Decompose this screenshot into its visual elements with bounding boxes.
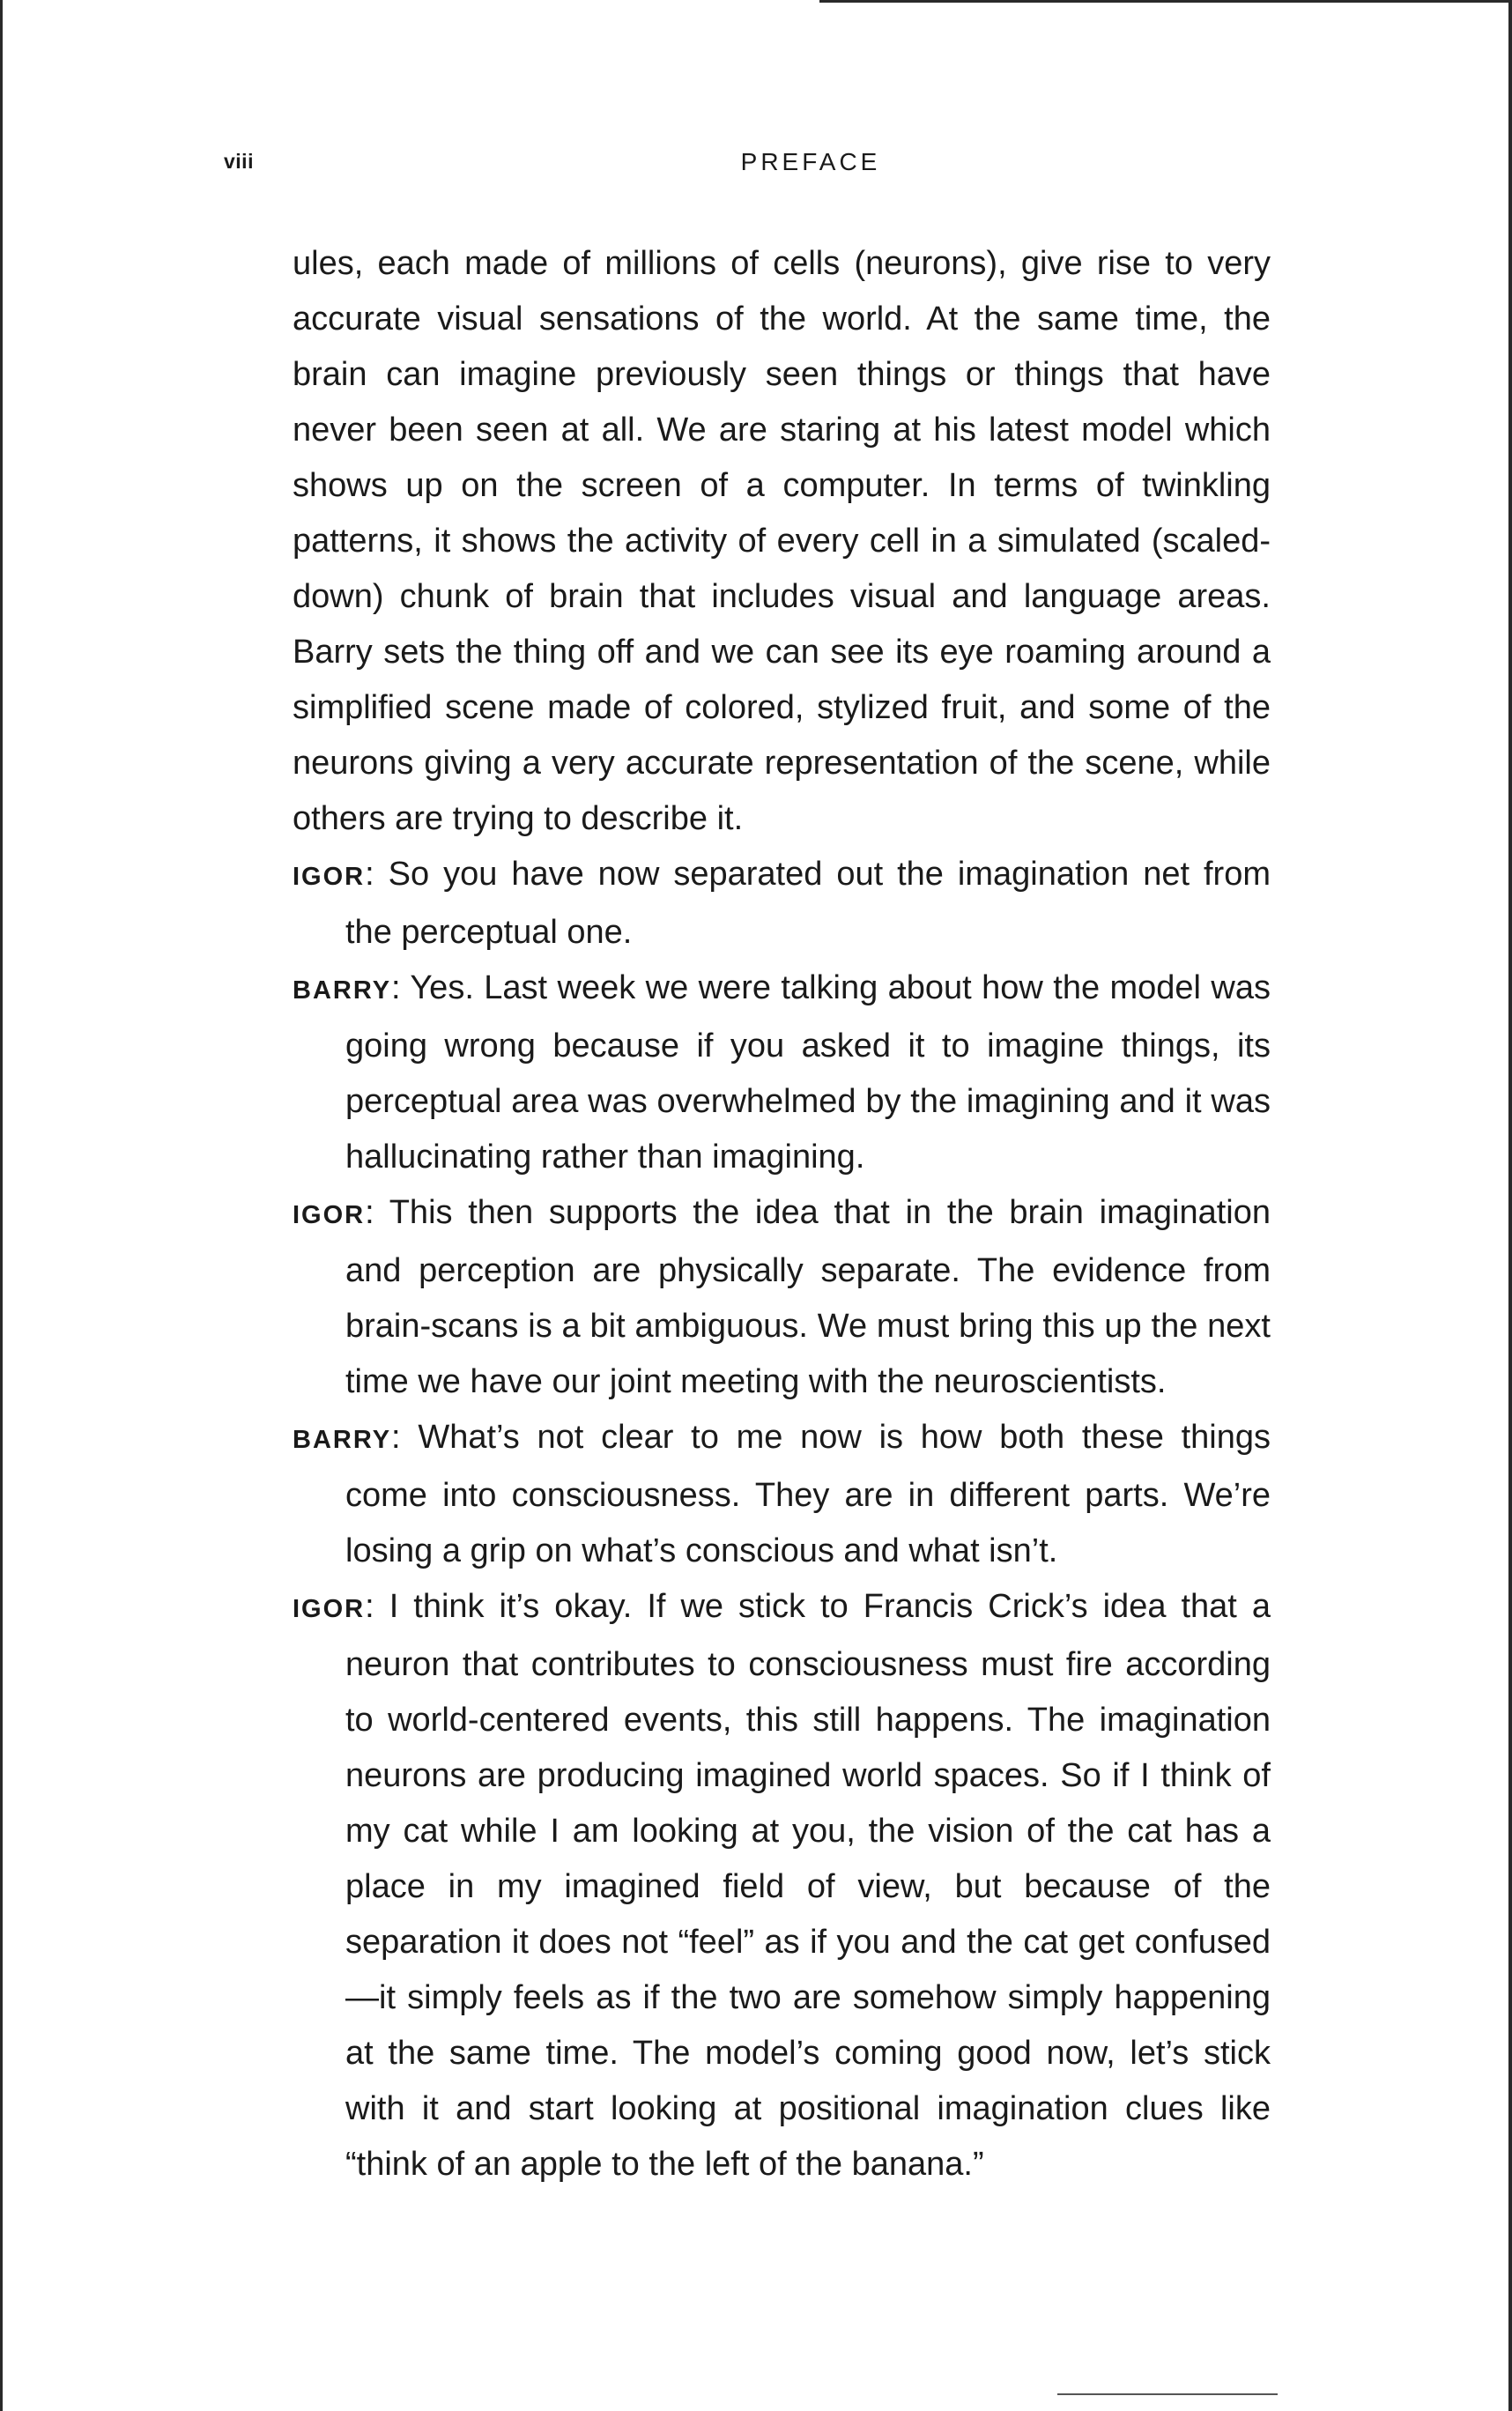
page-number: viii bbox=[224, 150, 254, 173]
dialogue-text: I think it’s okay. If we stick to Francis Crick’s idea that a neuron that contributes to consciousness must fire according to world-centered events, this still happens. The imagination neurons are producing imagined world spaces. So if I think of my cat while I am looking at you, the vision of the cat has a place in my imagined field of view, but because of the separation it does not “feel” as if you and the cat get confused—it simply feels as if the two are somehow simply happening at the same time. The model’s coming good now, let’s stick with it and start looking at positional imagination clues like “think of an apple to the left of the banana.” bbox=[345, 1588, 1271, 2183]
dialogue-line: BARRY: What’s not clear to me now is how both these things come into consciousness. They are in different parts. We’re losing a grip on what’s conscious and what isn’t. bbox=[293, 1419, 1271, 1569]
dialogue-text: What’s not clear to me now is how both these things come into consciousness. They are in different parts. We’re losing a grip on what’s conscious and what isn’t. bbox=[345, 1419, 1271, 1569]
dialogue-text: So you have now separated out the imagination net from the perceptual one. bbox=[345, 856, 1271, 951]
dialogue-line: IGOR: This then supports the idea that in the brain imagination and perception are physically separate. The evidence from brain-scans is a bit ambiguous. We must bring this up the next time we have our joint meeting with the neuroscientists. bbox=[293, 1194, 1271, 1400]
narrative-paragraph: ules, each made of millions of cells (neurons), give rise to very accurate visual sensations of the world. At the same time, the brain can imagine previously seen things or things that have never been seen at all. We are staring at his latest model which shows up on the screen of a computer. In terms of twinkling patterns, it shows the activity of every cell in a simulated (scaled-down) chunk of brain that includes visual and language areas. Barry sets the thing off and we can see its eye roaming around a simplified scene made of colored, stylized fruit, and some of the neurons giving a very accurate representation of the scene, while others are trying to describe it. bbox=[293, 245, 1271, 837]
section-title: PREFACE bbox=[740, 148, 881, 175]
scan-border-right bbox=[1508, 0, 1512, 2411]
dialogue-line: IGOR: I think it’s okay. If we stick to Francis Crick’s idea that a neuron that contributes to consciousness must fire according to world-centered events, this still happens. The imagination neurons are producing imagined world spaces. So if I think of my cat while I am looking at you, the vision of the cat has a place in my imagined field of view, but because of the separation it does not “feel” as if you and the cat get confused—it simply feels as if the two are somehow simply happening at the same time. The model’s coming good now, let’s stick with it and start looking at positional imagination clues like “think of an apple to the left of the banana.” bbox=[293, 1588, 1271, 2183]
body-text bbox=[293, 236, 1271, 2192]
scan-border-top bbox=[819, 0, 1512, 3]
speaker-name: IGOR bbox=[293, 863, 366, 891]
dialogue-line: IGOR: So you have now separated out the imagination net from the perceptual one. bbox=[293, 856, 1271, 951]
scan-mark-bottom bbox=[1057, 2393, 1278, 2395]
speaker-name: IGOR bbox=[293, 1595, 366, 1623]
speaker-name: IGOR bbox=[293, 1201, 366, 1229]
dialogue-text: Yes. Last week we were talking about how the model was going wrong because if you asked it to imagine things, its perceptual area was overwhelmed by the imagining and it was hallucinating rather than imagining. bbox=[345, 969, 1271, 1176]
speaker-name: BARRY bbox=[293, 976, 392, 1005]
dialogue-line: BARRY: Yes. Last week we were talking about how the model was going wrong because if you asked it to imagine things, its perceptual area was overwhelmed by the imagining and it was hallucinating rather than imagining. bbox=[293, 969, 1271, 1176]
running-head bbox=[0, 148, 1512, 183]
scan-border-left bbox=[0, 0, 3, 2411]
dialogue-text: This then supports the idea that in the brain imagination and perception are physically separate. The evidence from brain-scans is a bit ambiguous. We must bring this up the next time we have our joint meeting with the neuroscientists. bbox=[345, 1194, 1271, 1400]
speaker-name: BARRY bbox=[293, 1426, 392, 1454]
